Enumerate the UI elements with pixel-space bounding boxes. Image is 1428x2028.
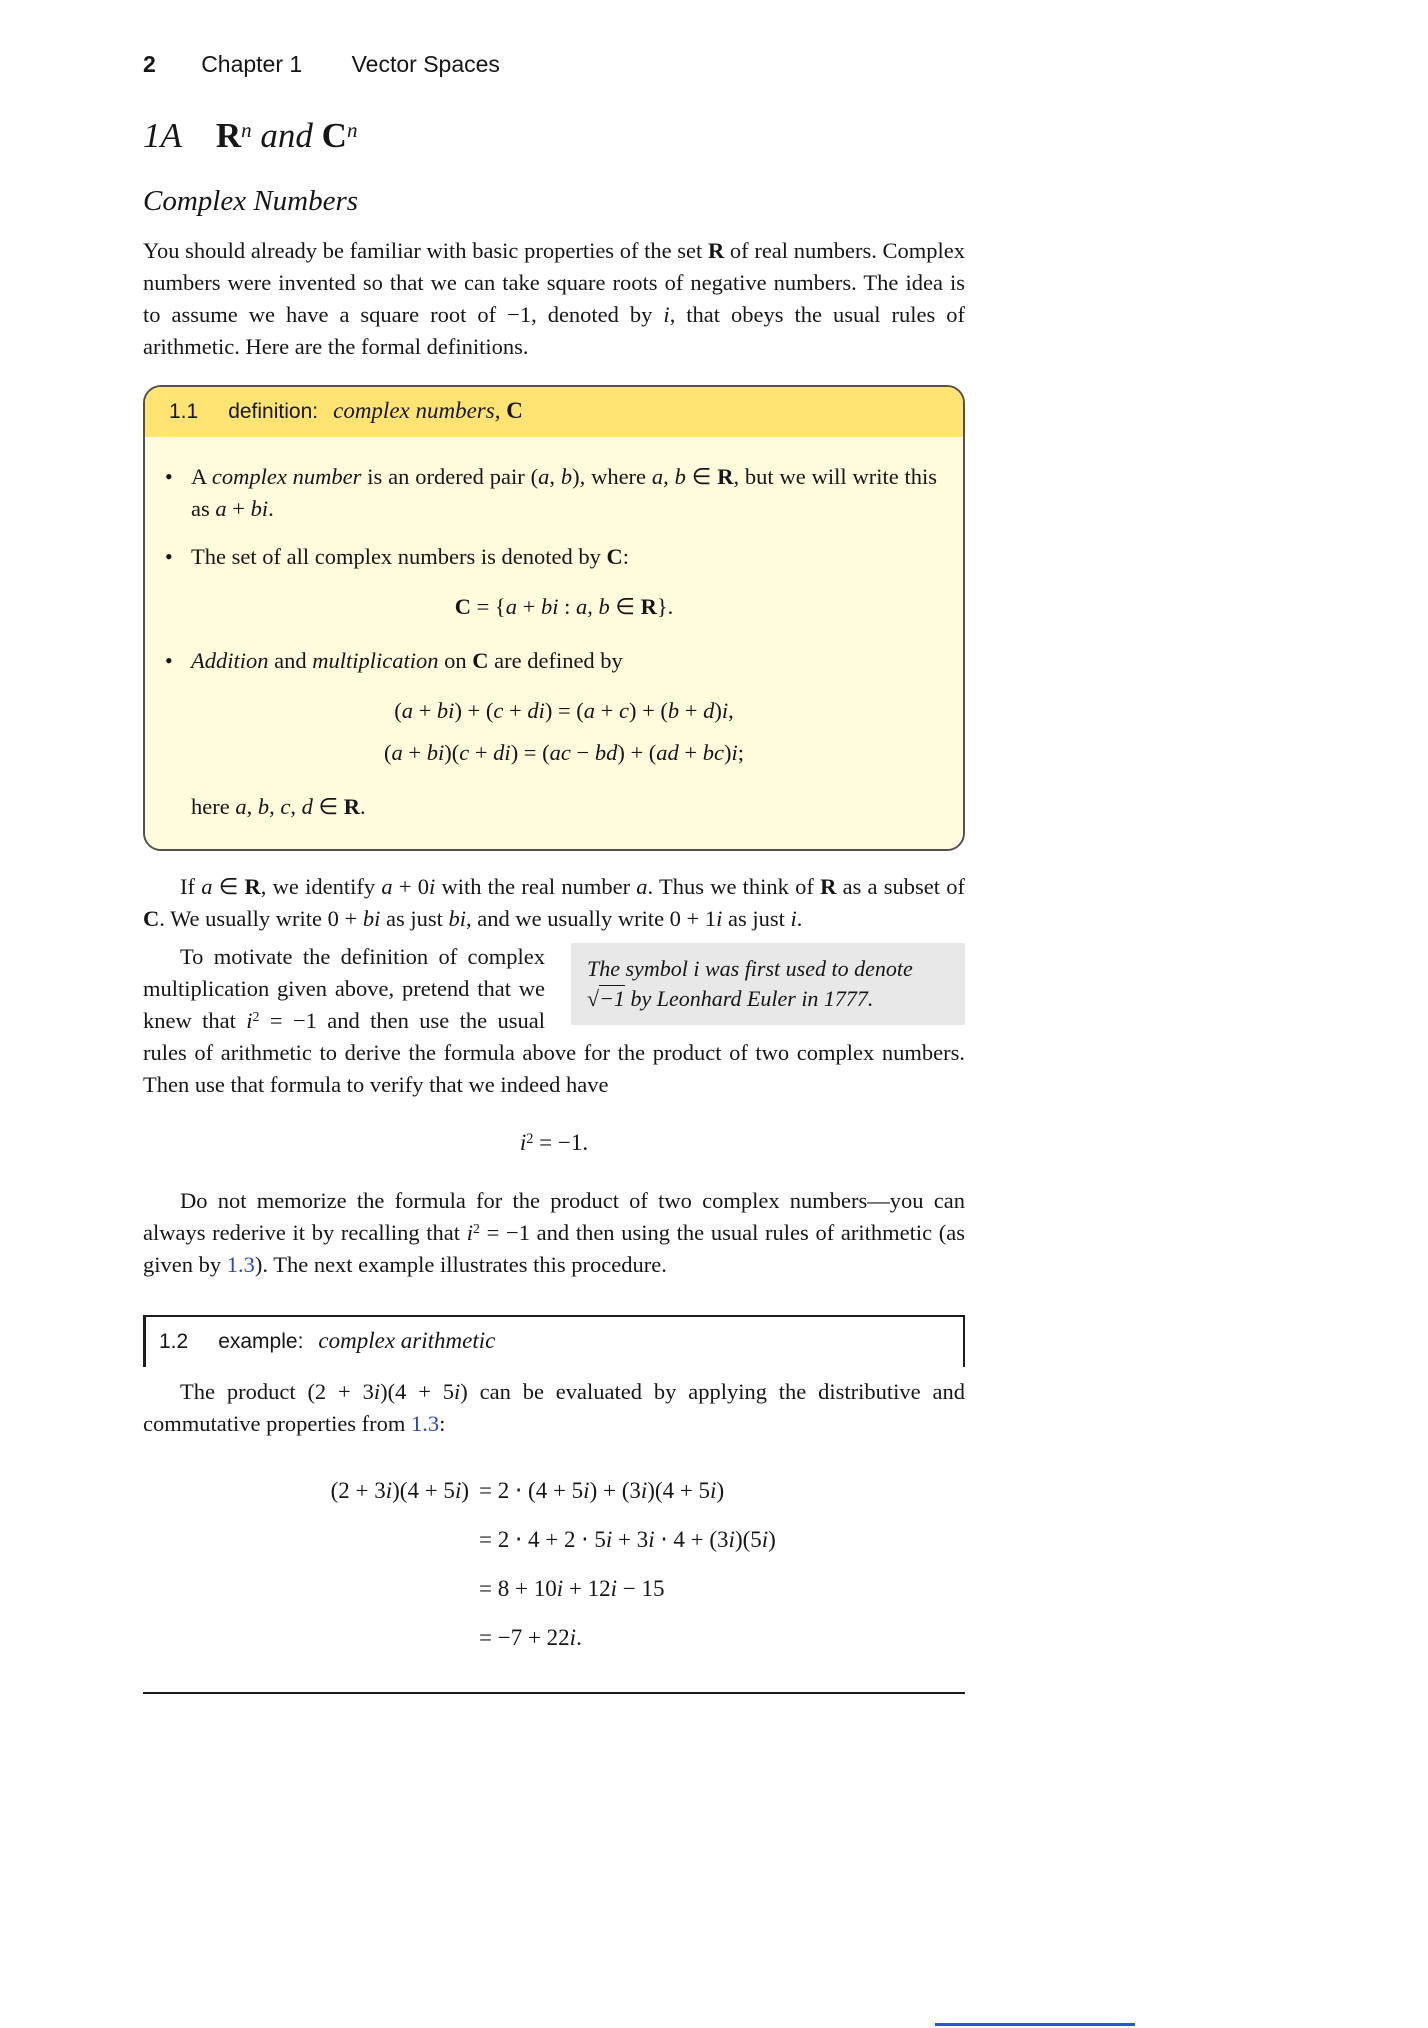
example-number: 1.2 — [159, 1330, 189, 1353]
definition-kind-label: definition: — [228, 400, 319, 423]
running-head-chapter: Chapter 1 — [201, 51, 303, 77]
equation-rhs: = 2 ⋅ 4 + 2 ⋅ 5i + 3i ⋅ 4 + (3i)(5i) — [479, 1527, 776, 1552]
definition-footer: here a, b, c, d ∈ R. — [191, 794, 366, 819]
example-box-bottom-border — [143, 1692, 965, 1694]
definition-box-header — [145, 387, 963, 437]
i-squared-equation: $i^2 = -1$. — [519, 1130, 589, 1155]
section-heading: 1A $R^n$ and $C^n$ — [143, 116, 358, 155]
example-body-paragraph: The product (2 + 3i)(4 + 5i) can be evaluated by applying the distributive and commutative properties from 1.3: — [143, 1379, 965, 1436]
definition-title: complex numbers, C — [333, 398, 523, 423]
equation-row — [143, 1515, 965, 1564]
running-head — [143, 50, 965, 79]
equation-lhs — [169, 1564, 469, 1613]
bullet-dot: • — [165, 544, 173, 569]
motivate-paragraph — [143, 941, 965, 1101]
definition-bullet-2 — [165, 541, 937, 629]
example-kind-label: example: — [218, 1330, 304, 1353]
ref-1-3-link[interactable]: 1.3 — [226, 1252, 255, 1277]
example-title: complex arithmetic — [318, 1328, 496, 1353]
definition-bullet-3-text — [191, 645, 937, 771]
definition-bullet-2-text — [191, 541, 937, 629]
definition-bullet-3-lead: Addition and multiplication on C are defined by — [191, 648, 623, 673]
equation-rhs: = 8 + 10i + 12i − 15 — [479, 1576, 665, 1601]
definition-multiplication-equation: (a + bi)(c + di) = (ac − bd) + (ad + bc)i; — [384, 740, 744, 765]
definition-box-body — [145, 437, 963, 849]
equation-lhs — [169, 1515, 469, 1564]
running-head-section-title: Vector Spaces — [351, 51, 500, 77]
equation-rhs: = 2 ⋅ (4 + 5i) + (3i)(4 + 5i) — [479, 1478, 725, 1503]
margin-note: The symbol i was first used to denote √−1 by Leonhard Euler in 1777. — [571, 943, 965, 1025]
subsection-title: Complex Numbers — [143, 185, 359, 217]
equation-row — [143, 1564, 965, 1613]
ref-1-3-link-2[interactable]: 1.3 — [411, 1411, 440, 1436]
example-box-header — [143, 1315, 965, 1358]
text-block — [143, 0, 965, 1694]
definition-box — [143, 385, 965, 851]
definition-bullet-2-lead: The set of all complex numbers is denoted by C: — [191, 544, 630, 569]
page-number: 2 — [143, 51, 156, 77]
definition-bullet-1 — [165, 461, 937, 525]
definition-addition-equation: (a + bi) + (c + di) = (a + c) + (b + d)i, — [394, 698, 734, 723]
motivate-paragraph-text: To motivate the definition of complex multiplication given above, pretend that we knew that $i^2 = -1$ and then use the usual rules of arithmetic to derive the formula above for the product of two complex numbers. Then use that formula to verify that we indeed have — [143, 944, 965, 1097]
definition-bullet-3 — [165, 645, 937, 771]
definition-set-equation: C = {a + bi : a, b ∈ R}. — [454, 594, 674, 619]
equation-row — [143, 1613, 965, 1662]
example-box — [143, 1315, 965, 1694]
equation-lhs — [169, 1613, 469, 1662]
rederive-paragraph: Do not memorize the formula for the product of two complex numbers—you can always rederive it by recalling that $i^2 = -1$ and then using the usual rules of arithmetic (as given by 1.3). The next example illustrates this procedure. — [143, 1188, 966, 1277]
identify-paragraph: If a ∈ R, we identify a + 0i with the real number a. Thus we think of R as a subset of C. We usually write 0 + bi as just bi, and we usually write 0 + 1i as just i. — [143, 874, 965, 931]
example-equations — [143, 1466, 965, 1662]
intro-paragraph: You should already be familiar with basic properties of the set R of real numbers. Complex numbers were invented so that we can take square roots of negative numbers. The idea is to assume we have a square root of −1, denoted by i, that obeys the usual rules of arithmetic. Here are the formal definitions. — [143, 238, 965, 359]
equation-rhs: = −7 + 22i. — [479, 1625, 582, 1650]
bullet-dot: • — [165, 464, 173, 489]
blue-accent-line — [935, 2023, 1135, 2027]
bullet-dot: • — [165, 648, 173, 673]
definition-number: 1.1 — [169, 400, 199, 423]
definition-bullet-1-text: A complex number is an ordered pair (a, b), where a, b ∈ R, but we will write this as a + bi. — [191, 464, 938, 521]
equation-row — [143, 1466, 965, 1515]
equation-lhs: (2 + 3i)(4 + 5i) — [330, 1478, 469, 1503]
